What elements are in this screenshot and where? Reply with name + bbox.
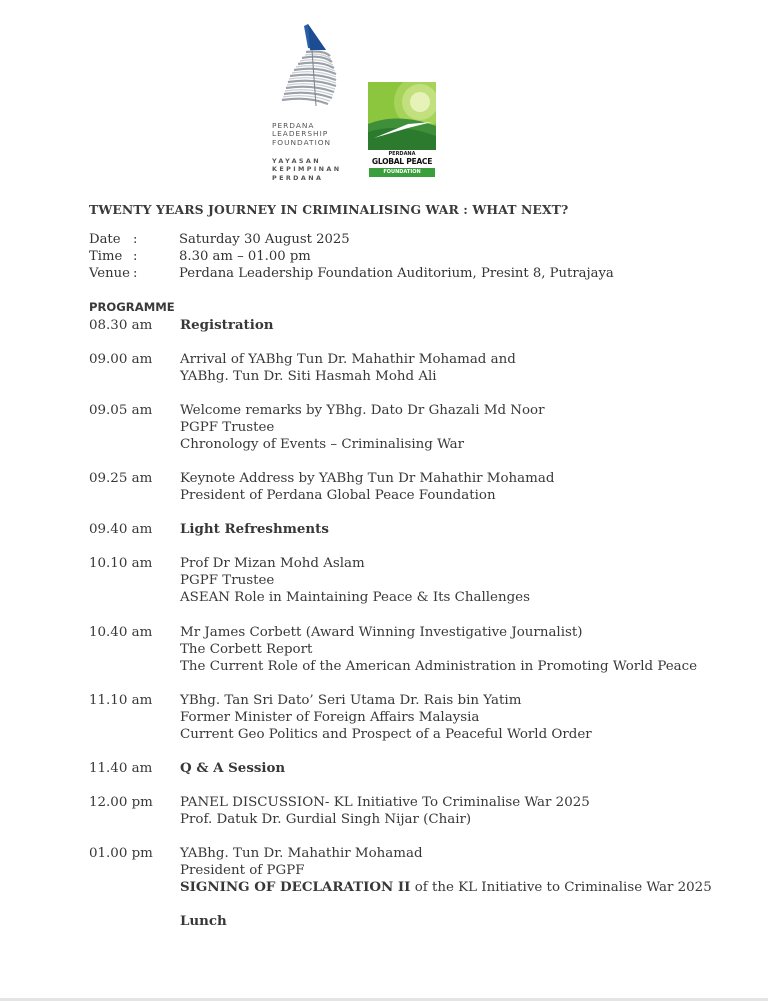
entry-line: Light Refreshments [180, 521, 329, 537]
plf-logo-text-en: PERDANA LEADERSHIP FOUNDATION [272, 121, 332, 147]
entry-line: PGPF Trustee [180, 573, 275, 588]
declaration-bold-text: SIGNING OF DECLARATION II [180, 879, 411, 895]
meta-colon: : [133, 249, 138, 264]
entry-line: The Current Role of the American Administration in Promoting World Peace [180, 659, 698, 674]
entry-line: Welcome remarks by YBhg. Dato Dr Ghazali Md Noor [180, 403, 545, 418]
perdana-global-peace-icon [368, 82, 436, 150]
document-title: TWENTY YEARS JOURNEY IN CRIMINALISING WAR : WHAT NEXT? [89, 202, 569, 217]
entry-line: Q & A Session [180, 760, 286, 776]
meta-colon: : [133, 232, 138, 247]
entry-line: President of PGPF [180, 863, 305, 878]
entry-line: President of Perdana Global Peace Foundation [180, 488, 496, 503]
entry-line: Registration [180, 317, 274, 333]
entry-line [180, 879, 740, 896]
declaration-rest-text: of the KL Initiative to Criminalise War 2025 [410, 880, 712, 895]
entry-time: 08.30 am [89, 318, 153, 333]
meta-label: Date [89, 232, 121, 247]
entry-time: 09.05 am [89, 403, 153, 418]
programme-heading: PROGRAMME [89, 300, 175, 314]
meta-value: Perdana Leadership Foundation Auditorium, Presint 8, Putrajaya [179, 266, 614, 281]
entry-line: Arrival of YABhg Tun Dr. Mahathir Mohamad and [180, 352, 516, 367]
entry-line: YABhg. Tun Dr. Siti Hasmah Mohd Ali [180, 369, 437, 384]
entry-line: Prof Dr Mizan Mohd Aslam [180, 556, 365, 571]
entry-time: 12.00 pm [89, 795, 153, 810]
entry-time: 09.00 am [89, 352, 153, 367]
meta-label: Venue [89, 266, 130, 281]
pgpf-logo-global-peace: GLOBAL PEACE [371, 157, 433, 166]
entry-line-blank [180, 896, 740, 913]
entry-time: 09.40 am [89, 522, 153, 537]
entry-line: Current Geo Politics and Prospect of a Peaceful World Order [180, 727, 592, 742]
pgpf-logo-perdana: PERDANA [388, 151, 416, 157]
entry-time: 01.00 pm [89, 846, 153, 861]
entry-line: YABhg. Tun Dr. Mahathir Mohamad [180, 846, 423, 861]
meta-value: Saturday 30 August 2025 [179, 232, 350, 247]
entry-time: 09.25 am [89, 471, 153, 486]
meta-colon: : [133, 266, 138, 281]
perdana-leadership-foundation-logo [272, 22, 348, 182]
meta-label: Time [89, 249, 123, 264]
entry-time: 10.10 am [89, 556, 153, 571]
plf-logo-text-ms: YAYASAN KEPIMPINAN PERDANA [272, 157, 342, 182]
entry-time: 11.40 am [89, 761, 153, 776]
perdana-global-peace-foundation-logo [368, 82, 436, 178]
entry-line: The Corbett Report [180, 642, 313, 657]
entry-line: Keynote Address by YABhg Tun Dr Mahathir Mohamad [180, 471, 555, 486]
entry-line: PANEL DISCUSSION- KL Initiative To Criminalise War 2025 [180, 795, 590, 810]
perdana-leadership-tower-icon [272, 22, 348, 122]
entry-line: Prof. Datuk Dr. Gurdial Singh Nijar (Chair) [180, 812, 472, 827]
entry-line: ASEAN Role in Maintaining Peace & Its Challenges [180, 590, 530, 605]
entry-line: Former Minister of Foreign Affairs Malaysia [180, 710, 480, 725]
entry-line: Chronology of Events – Criminalising War [180, 437, 465, 452]
pgpf-logo-foundation: FOUNDATION [369, 168, 435, 177]
entry-line: PGPF Trustee [180, 420, 275, 435]
entry-line: Lunch [180, 913, 227, 929]
entry-time: 10.40 am [89, 625, 153, 640]
entry-line: YBhg. Tan Sri Dato’ Seri Utama Dr. Rais bin Yatim [180, 693, 522, 708]
entry-line: Mr James Corbett (Award Winning Investigative Journalist) [180, 625, 583, 640]
entry-time: 11.10 am [89, 693, 153, 708]
meta-value: 8.30 am – 01.00 pm [179, 249, 311, 264]
